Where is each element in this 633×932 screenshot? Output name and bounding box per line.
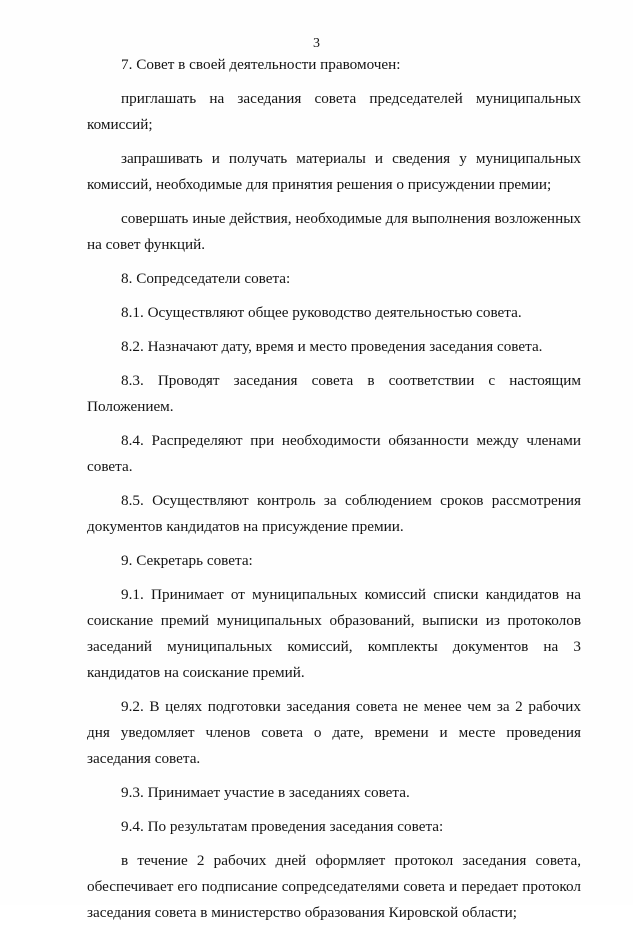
paragraph-8-5: 8.5. Осуществляют контроль за соблюдением сроков рассмотрения документов кандидатов на присуждение премии.	[87, 492, 581, 535]
paragraph-9-4-protocol: в течение 2 рабочих дней оформляет протокол заседания совета, обеспечивает его подписание сопредседателями совета и передает протокол заседания совета в министерство образования Кировской области;	[87, 852, 581, 921]
paragraph-9-1: 9.1. Принимает от муниципальных комиссий списки кандидатов на соискание премий муниципальных образований, выписки из протоколов заседаний муниципальных комиссий, комплекты документов на 3 кандидатов на соискание премий.	[87, 586, 581, 681]
paragraph-8-3: 8.3. Проводят заседания совета в соответствии с настоящим Положением.	[87, 372, 581, 415]
paragraph-7-other: совершать иные действия, необходимые для выполнения возложенных на совет функций.	[87, 210, 581, 253]
paragraph-8-2: 8.2. Назначают дату, время и место проведения заседания совета.	[121, 338, 543, 355]
document-body	[87, 52, 581, 932]
paragraph-9-4: 9.4. По результатам проведения заседания совета:	[121, 818, 444, 835]
paragraph-9-3: 9.3. Принимает участие в заседаниях совета.	[121, 784, 410, 801]
paragraph-8-4: 8.4. Распределяют при необходимости обязанности между членами совета.	[87, 432, 581, 475]
page-number: 3	[313, 36, 320, 51]
paragraph-9-2: 9.2. В целях подготовки заседания совета не менее чем за 2 рабочих дня уведомляет членов совета о дате, времени и месте проведения заседания совета.	[87, 698, 581, 767]
paragraph-7-request: запрашивать и получать материалы и сведения у муниципальных комиссий, необходимые для принятия решения о присуждении премии;	[87, 150, 581, 193]
paragraph-8: 8. Сопредседатели совета:	[121, 270, 291, 287]
paragraph-9: 9. Секретарь совета:	[121, 552, 253, 569]
paragraph-8-1: 8.1. Осуществляют общее руководство деятельностью совета.	[121, 304, 522, 321]
paragraph-7: 7. Совет в своей деятельности правомочен:	[121, 56, 401, 73]
paragraph-7-invite: приглашать на заседания совета председателей муниципальных комиссий;	[87, 90, 581, 133]
